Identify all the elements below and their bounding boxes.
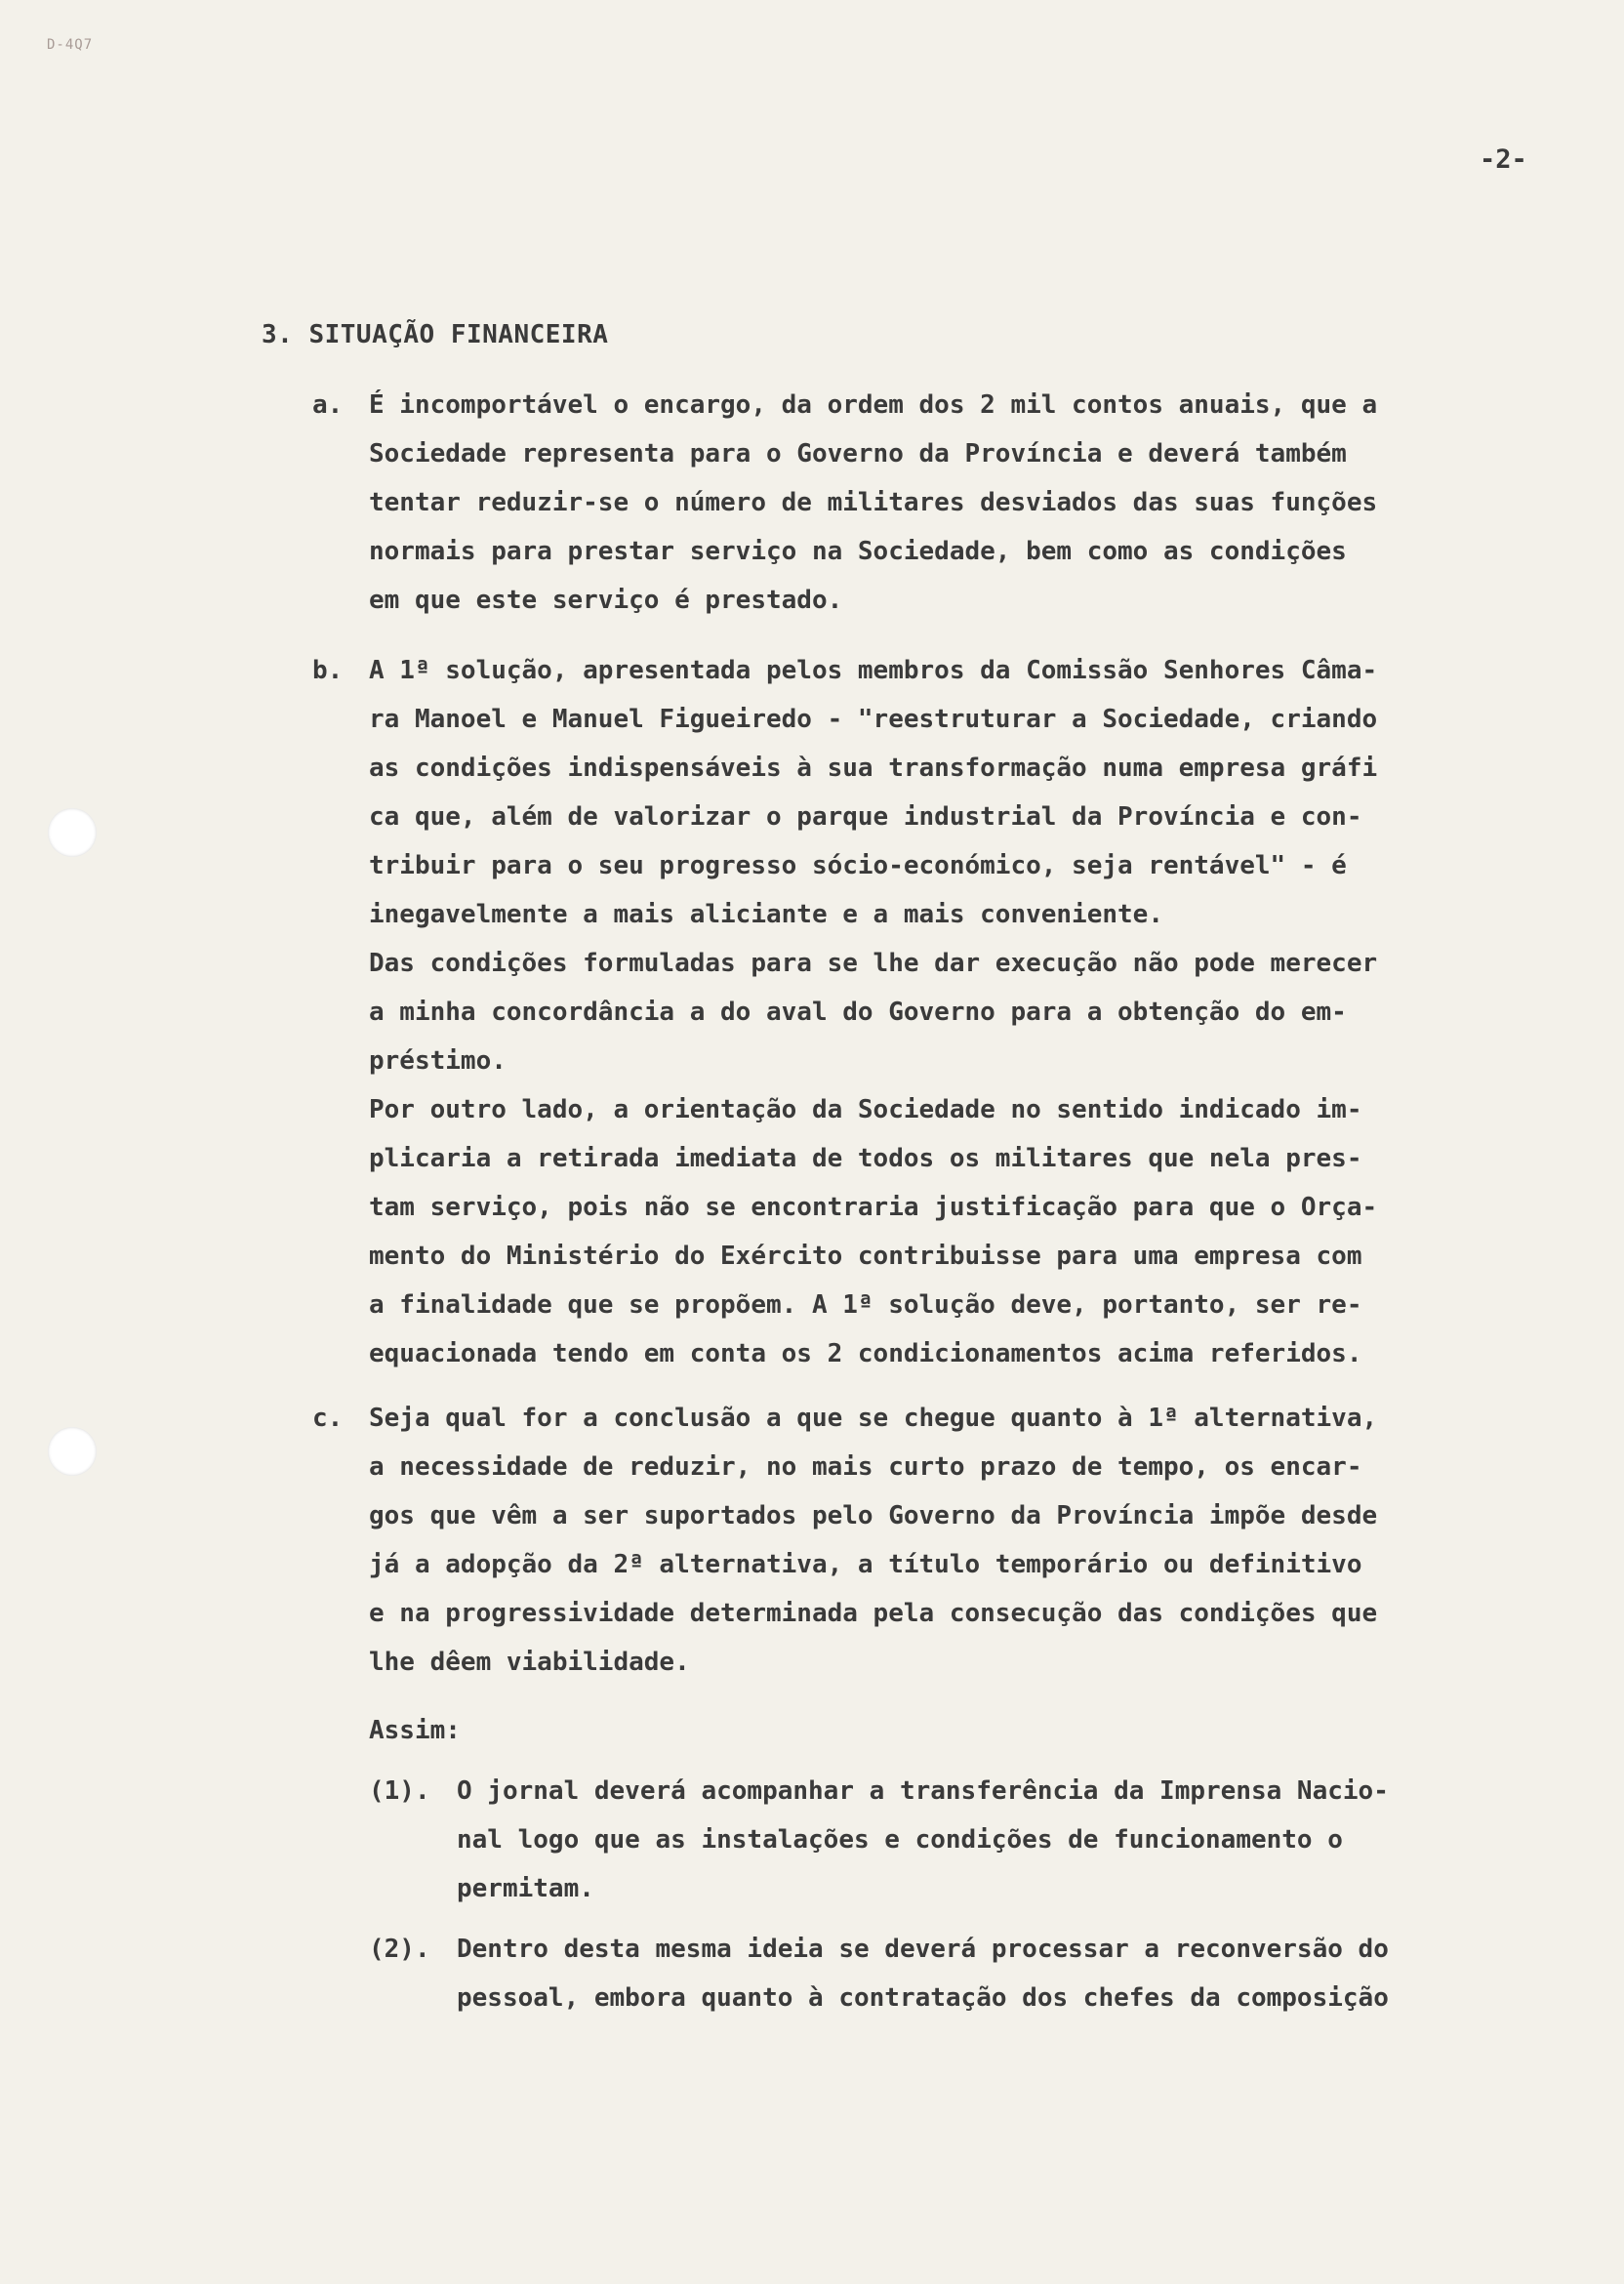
page-number: -2- — [1480, 144, 1527, 175]
paragraph-marker: a. — [312, 390, 344, 420]
paragraph-marker: b. — [312, 656, 344, 685]
section-heading: 3. SITUAÇÃO FINANCEIRA — [262, 320, 609, 349]
archive-stamp: D-4Q7 — [47, 37, 94, 53]
subitem-2 — [369, 1925, 1542, 2022]
paragraph-marker: c. — [312, 1404, 344, 1433]
punch-hole — [48, 808, 97, 857]
punch-hole — [48, 1427, 97, 1476]
paragraph-text: A 1ª solução, apresentada pelos membros da Comissão Senhores Câma- ra Manoel e Manuel Figueiredo - "reestruturar a Sociedade, criando as condições indispensáveis à sua transformação numa empresa gráfi ca que, além de valorizar o parque industrial da Província e con- tribuir para o seu progresso sócio-económico, seja rentável" - é inegavelmente a mais aliciante e a mais conveniente. Das condições formuladas para se lhe dar execução não pode merecer a minha concordância a do aval do Governo para a obtenção do em- préstimo. Por outro lado, a orientação da Sociedade no sentido indicado im- plicaria a retirada imediata de todos os militares que nela pres- tam serviço, pois não se encontraria justificação para que o Orça- mento do Ministério do Exército contribuisse para uma empresa com a finalidade que se propõem. A 1ª solução deve, portanto, ser re- equacionada tendo em conta os 2 condicionamentos acima referidos. — [369, 656, 1378, 1368]
paragraph-c — [312, 1394, 1542, 1687]
subitem-marker: (1). — [369, 1776, 430, 1806]
subitem-marker: (2). — [369, 1935, 430, 1964]
subitem-text: Dentro desta mesma ideia se deverá processar a reconversão do pessoal, embora quanto à contratação dos chefes da composição — [457, 1935, 1389, 2013]
subitem-1 — [369, 1767, 1542, 1913]
paragraph-text: É incomportável o encargo, da ordem dos 2 mil contos anuais, que a Sociedade representa para o Governo da Província e deverá também tentar reduzir-se o número de militares desviados das suas funções normais para prestar serviço na Sociedade, bem como as condições em que este serviço é prestado. — [369, 390, 1378, 615]
assim-label: Assim: — [369, 1716, 461, 1745]
paragraph-text: Seja qual for a conclusão a que se chegue quanto à 1ª alternativa, a necessidade de reduzir, no mais curto prazo de tempo, os encar- gos que vêm a ser suportados pelo Governo da Província impõe desde já a adopção da 2ª alternativa, a título temporário ou definitivo e na progressividade determinada pela consecução das condições que lhe dêem viabilidade. — [369, 1404, 1378, 1677]
paragraph-b — [312, 646, 1542, 1378]
paragraph-a — [312, 381, 1542, 625]
subitem-text: O jornal deverá acompanhar a transferência da Imprensa Nacio- nal logo que as instalações e condições de funcionamento o permitam. — [457, 1776, 1389, 1903]
